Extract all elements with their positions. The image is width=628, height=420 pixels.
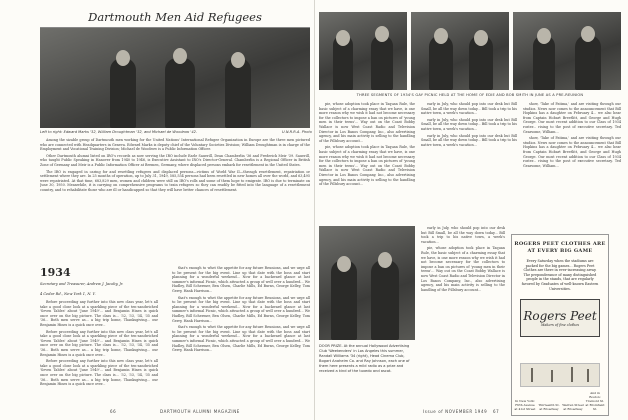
picnic-photo-1: [319, 12, 407, 90]
right-col-2-lower-text: early in July, who should pop into our desk but Bill Small, be all the way down today... Bill took a trip to his native town, a week's vacation...: [421, 226, 505, 244]
class-year: 1934: [40, 266, 71, 279]
ad-location-1: In New York: Fifth Avenue at 41st Street: [514, 399, 536, 411]
right-column-2-lower: [421, 226, 505, 398]
ad-location-2: Thirteenth St. at Broadway: [538, 403, 560, 411]
intro-paragraph-3: The IRO is engaged in caring for and resettling refugees and displaced persons—victims of World War II—through resettlement, repatriation or settlement where they are. In 25 months of operation, up to July 31, 1949, 585,554 persons had been resettled in new homes all over the world, and 63,495 were repatriated. At that time, 683,829 men, women and children were still on IRO's rolls and some of them hope to emigrate. IRO is due to terminate on June 30, 1950. Meanwhile, it is carrying on comprehensive programs to train refugees so they can readily be fitted into the language of a resettlement country, and to rehabilitate those who are ill or handicapped so that they will have better chances of resettlement.: [40, 169, 310, 192]
refugee-aid-photo: [40, 28, 310, 128]
issue-label: Issue of NOVEMBER 1949: [423, 409, 488, 414]
ad-heading: ROGERS PEET CLOTHES ARE AT EVERY BIG GAME: [514, 241, 606, 254]
column-2-text: that's enough to whet the appetite for any future Reunions, and we urge all to be present for the big event. Line up that date with the boss and start planning for a wonderful weekend... Now for a backward glance at last summer's informal Picnic, which attracted a group of well over a hundred... We Hadley, Bill Schermer, Ben Olsen, Charlie Mills, Ed Burns, George Kelley, Tom Gerry, Hank Harrison...: [172, 266, 310, 293]
class-address: 4 Cedar Rd., New York 1, N. Y.: [40, 292, 96, 296]
door-prize-caption: DOOR PRIZE. At the annual Hollywood Advertising Club 'Weekenders' in Los Angeles this summer, Randall Williams '34 (right), Head Cinema Club, Bogart Anaheim Co. and Ray Johnson, each one of them here presents a mild radio as a prize and received a kind of the tuxedo and ascot.: [319, 344, 410, 373]
right-col-2-lower-text-cont: pie, whose adoption took place in Taquan Rule, the basic subject of a charming essay that we have, is one more reason why we wish it had not become necessary for the collectors to impose a ban on pictures of 'young men in their teens'... Way out on the Coast Bobby Wallace is now West Coast Radio and Television Director in Los Banos Company, Inc., also advertising agency, and his main activity is selling to the handling of the Pillsbury account...: [421, 246, 505, 292]
right-column-3: [523, 102, 621, 220]
column-1-text-cont-2: Before proceeding any further into this new class year, let's all take a good close look at a sparkling piece of the ten-sandwiched 'Seven Tables' about 'June 1949'... and Benjamin Hines is quick once over on the big picture. The class is... '32, '33, '34, '35 and '36... Both men serve as... a big trip home, Thanksgiving... our Benjamin Hines is a quick once over...: [40, 359, 158, 387]
right-col-2-text: early in July, who should pop into our desk but Bill Small, be all the way down today... Bill took a trip to his native town, a week's vacation...: [421, 102, 517, 116]
photo-credit: U.N.R.R.A. Photo: [282, 130, 312, 134]
intro-paragraph-2: Other Dartmouth alumni listed on IRO's records as now serving the IRO include Earle Sauerill, Dean Chamberlin '36 and Frederick Meir '39. Sauerill, who taught Public Speaking in Hanover from 1940 to 1946, is Executive Assistant to IRO's Director-General. Chamberlin is a Regional Officer in British Zone of Germany and Meir is a Public Information Officer at Bremen, Germany, where displaced persons embark for resettlement in the United States.: [40, 153, 310, 167]
picnic-photo-3: [513, 12, 621, 90]
right-col-2-text-cont-2: early in July, who should pop into our desk but Bill Small, be all the way down today... Bill took a trip to his native town, a week's vacation...: [421, 133, 517, 147]
intro-paragraph-1: Among the sizable group of Dartmouth men working for the United Nations' International Refugee Organization in Europe are the three men pictured who are connected with Headquarters in Geneva. Edward Marks is deputy chief of the Voluntary Societies Division; William Droughtman is in charge of the Employment and Vocational Training Division; Michael de Woodrow is a Public Information Officer.: [40, 138, 310, 152]
column-1-text-cont: Before proceeding any further into this new class year, let's all take a good close look at a sparkling piece of the ten-sandwiched 'Seven Tables' about 'June 1949'... and Benjamin Hines is quick once over on the big picture. The class is... '32, '33, '34, '35 and '36... Both men serve as... a big trip home, Thanksgiving... our Benjamin Hines is a quick once over...: [40, 329, 158, 357]
page-number-right: 67: [493, 409, 500, 414]
column-2-text-cont: that's enough to whet the appetite for any future Reunions, and we urge all to be present for the big event. Line up that date with the boss and start planning for a wonderful weekend... Now for a backward glance at last summer's informal Picnic, which attracted a group of well over a hundred... We Hadley, Bill Schermer, Ben Olsen, Charlie Mills, Ed Burns, George Kelley, Tom Gerry, Hank Harrison...: [172, 295, 310, 323]
stadium-illustration: [520, 363, 600, 387]
right-col-1-text-cont: pie, whose adoption took place in Taquan Rule, the basic subject of a charming essay that we have, is one more reason why we wish it had not become necessary for the collectors to impose a ban on pictures of 'young men in their teens'... Way out on the Coast Bobby Wallace is now West Coast Radio and Television Director in Los Banos Company, Inc., also advertising agency, and his main activity is selling to the handling of the Pillsbury account...: [319, 145, 415, 187]
right-col-3-text-cont: show, 'Take of Fatima,' and are visiting through our studios. News now comes to the announcement that Bill Hopkins has a daughter on February 4... we also hear from Captain Hobart Breetlitt, and George and Hugh George. Our most recent addition to our Class of 1934 roster... rising to the post of executive secretary. Ted Gearsome, William...: [523, 136, 621, 168]
column-1-text: Before proceeding any further into this new class year, let's all take a good close look at a sparkling piece of the ten-sandwiched 'Seven Tables' about 'June 1949'... and Benjamin Hines is quick once over on the big picture. The class is... '32, '33, '34, '35 and '36... Both men serve as... a big trip home, Thanksgiving... our Benjamin Hines is a quick once over...: [40, 300, 158, 327]
class-notes-column-1: [40, 300, 158, 398]
right-col-1-text: pie, whose adoption took place in Taquan Rule, the basic subject of a charming essay that we have, is one more reason why we wish it had not become necessary for the collectors to impose a ban on pictures of 'young men in their teens'... Way out on the Coast Bobby Wallace is now West Coast Radio and Television Director in Los Banos Company, Inc., also advertising agency, and his main activity is selling to the handling of the Pillsbury account...: [319, 102, 415, 143]
photo-caption: Left to right: Edward Marks '32, William Droughtman '32, and Michael de Woodrow '42.: [40, 130, 198, 134]
door-prize-photo: [319, 226, 415, 340]
picnic-photo-2: [411, 12, 509, 90]
article-title: Dartmouth Men Aid Refugees: [40, 10, 310, 28]
right-col-2-text-cont: early in July, who should pop into our desk but Bill Small, be all the way down today... Bill took a trip to his native town, a week's vacation...: [421, 117, 517, 131]
ad-location-4: And in Boston: Tremont St. at Bromfield St.: [585, 391, 605, 411]
rogers-peet-logo: [520, 299, 600, 337]
right-page: [315, 0, 628, 420]
logo-text: Rogers Peet: [523, 308, 597, 323]
logo-subtitle: Makers of fine clothes: [540, 322, 580, 327]
ad-location-3: Warren Street at Broadway: [562, 403, 584, 411]
ad-body: Every Saturday when the stadiums are packed for the big games... Rogers Peet Clothes are there in ever-increasing array. The preponderance of many distinguished people in the stands, that are regularly favored by Graduates of well-known Eastern Universities.: [521, 259, 599, 291]
column-2-text-cont-2: that's enough to whet the appetite for any future Reunions, and we urge all to be present for the big event. Line up that date with the boss and start planning for a wonderful weekend... Now for a backward glance at last summer's informal Picnic, which attracted a group of well over a hundred... We Hadley, Bill Schermer, Ben Olsen, Charlie Mills, Ed Burns, George Kelley, Tom Gerry, Hank Harrison...: [172, 325, 310, 353]
class-secretary: Secretary and Treasurer, Andrew J. Jacoby, Jr.: [40, 282, 124, 286]
picnic-caption: THREE SEGMENTS OF 1934'S GAY PICNIC HELD AT THE HOME OF EDIE AND BOB SMITH IN JUNE AS A PRE-REUNION: [356, 93, 584, 97]
right-column-2: [421, 102, 517, 220]
magazine-footer: DARTMOUTH ALUMNI MAGAZINE: [160, 409, 240, 414]
class-notes-column-2: [172, 266, 310, 398]
page-number-left: 66: [110, 409, 117, 414]
rogers-peet-advertisement: [511, 234, 609, 416]
right-col-3-text: show, 'Take of Fatima,' and are visiting through our studios. News now comes to the announcement that Bill Hopkins has a daughter on February 4... we also hear from Captain Hobart Breetlitt, and George and Hugh George. Our most recent addition to our Class of 1934 roster... rising to the post of executive secretary. Ted Gearsome, William...: [523, 102, 621, 134]
right-column-1: [319, 102, 415, 220]
intro-article: [40, 138, 310, 260]
